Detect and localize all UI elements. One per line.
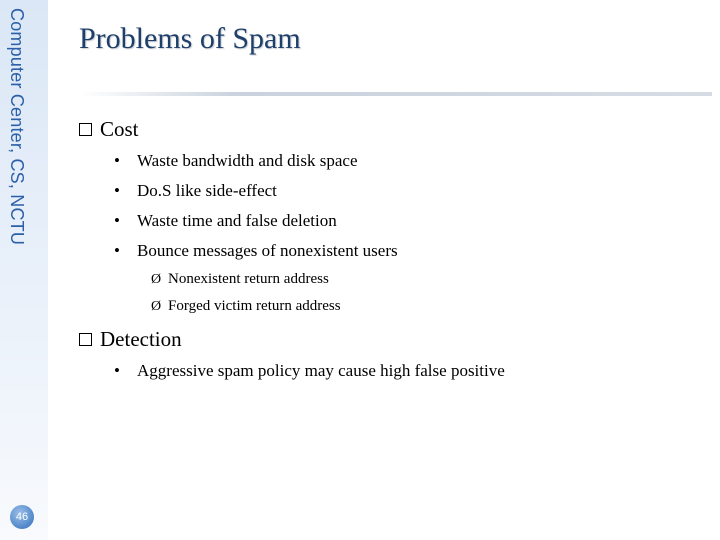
section-heading-text: Detection (100, 327, 182, 351)
page-number-badge: 46 (10, 505, 34, 529)
sub-list-item (151, 298, 341, 315)
slide-title: Problems of Spam (79, 22, 301, 55)
arrow-bullet-icon: Ø (151, 298, 162, 314)
list-item-text: Waste time and false deletion (137, 211, 337, 230)
sub-list-item-text: Nonexistent return address (168, 271, 329, 287)
arrow-bullet-icon: Ø (151, 271, 162, 287)
checkbox-bullet-icon (79, 333, 92, 346)
bullet-icon: • (114, 151, 120, 170)
section-heading-detection (79, 327, 182, 352)
list-item-text: Bounce messages of nonexistent users (137, 241, 398, 260)
list-item (114, 211, 337, 231)
sub-list-item-text: Forged victim return address (168, 298, 341, 314)
bullet-icon: • (114, 241, 120, 260)
list-item-text: Do.S like side-effect (137, 181, 277, 200)
title-divider (79, 92, 712, 96)
sub-list-item (151, 271, 329, 288)
list-item-text: Aggressive spam policy may cause high false positive (137, 361, 505, 380)
bullet-icon: • (114, 361, 120, 380)
section-heading-cost (79, 117, 139, 142)
list-item-text: Waste bandwidth and disk space (137, 151, 358, 170)
list-item (114, 241, 398, 261)
bullet-icon: • (114, 211, 120, 230)
checkbox-bullet-icon (79, 123, 92, 136)
sidebar (0, 0, 48, 540)
section-heading-text: Cost (100, 117, 139, 141)
list-item (114, 151, 358, 171)
list-item (114, 361, 505, 381)
list-item (114, 181, 277, 201)
bullet-icon: • (114, 181, 120, 200)
sidebar-title: Computer Center, CS, NCTU (7, 8, 27, 246)
